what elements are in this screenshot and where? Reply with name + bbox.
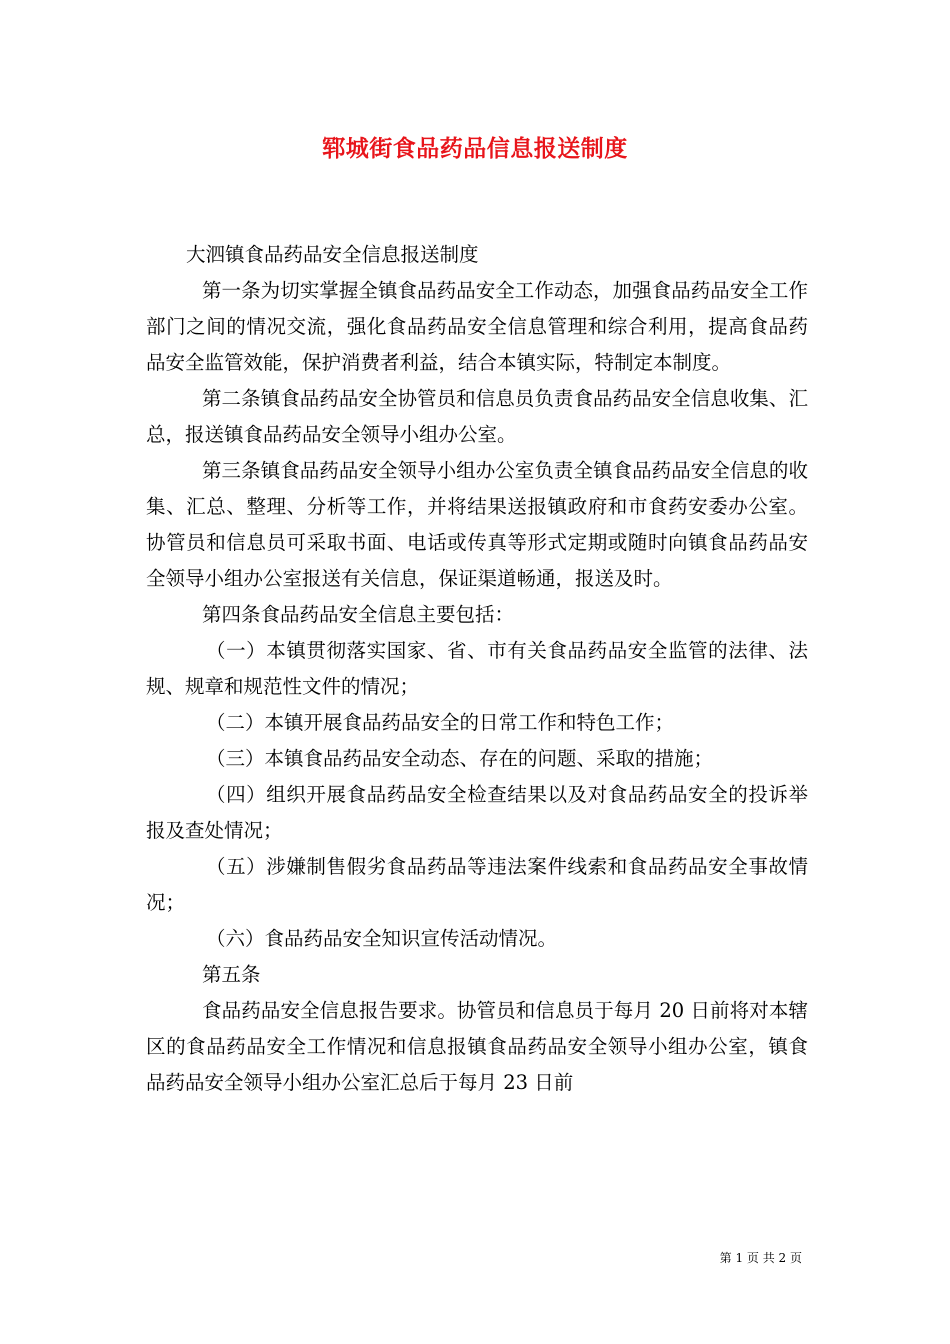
- paragraph-item-4: （四）组织开展食品药品安全检查结果以及对食品药品安全的投诉举报及查处情况；: [146, 783, 808, 842]
- paragraph-article-4: 第四条食品药品安全信息主要包括：: [202, 603, 515, 626]
- paragraph-article-3: 第三条镇食品药品安全领导小组办公室负责全镇食品药品安全信息的收集、汇总、整理、分析等工作，并将结果送报镇政府和市食药安委办公室。协管员和信息员可采取书面、电话或传真等形式定期或随时向镇食品药品安全领导小组办公室报送有关信息，保证渠道畅通，报送及时。: [146, 459, 808, 590]
- document-title: 郓城街食品药品信息报送制度: [322, 135, 628, 162]
- paragraph-item-2: （二）本镇开展食品药品安全的日常工作和特色工作；: [206, 711, 675, 734]
- paragraph-subtitle: 大泗镇食品药品安全信息报送制度: [186, 243, 479, 266]
- paragraph-article-1: 第一条为切实掌握全镇食品药品安全工作动态，加强食品药品安全工作部门之间的情况交流，强化食品药品安全信息管理和综合利用，提高食品药品安全监管效能，保护消费者利益，结合本镇实际，特制定本制度。: [146, 279, 808, 374]
- paragraph-item-5: （五）涉嫌制售假劣食品药品等违法案件线索和食品药品安全事故情况；: [146, 855, 808, 914]
- document-body: [146, 237, 808, 1101]
- page-number: 第 1 页 共 2 页: [719, 1251, 802, 1265]
- paragraph-item-3: （三）本镇食品药品安全动态、存在的问题、采取的措施；: [206, 747, 714, 770]
- paragraph-article-5-body: 食品药品安全信息报告要求。协管员和信息员于每月 20 日前将对本辖区的食品药品安全工作情况和信息报镇食品药品安全领导小组办公室，镇食品药品安全领导小组办公室汇总后于每月 23 日前: [146, 999, 808, 1094]
- paragraph-item-6: （六）食品药品安全知识宣传活动情况。: [206, 927, 558, 950]
- paragraph-article-5-heading: 第五条: [202, 963, 261, 986]
- paragraph-item-1: （一）本镇贯彻落实国家、省、市有关食品药品安全监管的法律、法规、规章和规范性文件的情况；: [146, 639, 808, 698]
- paragraph-article-2: 第二条镇食品药品安全协管员和信息员负责食品药品安全信息收集、汇总，报送镇食品药品安全领导小组办公室。: [146, 387, 808, 446]
